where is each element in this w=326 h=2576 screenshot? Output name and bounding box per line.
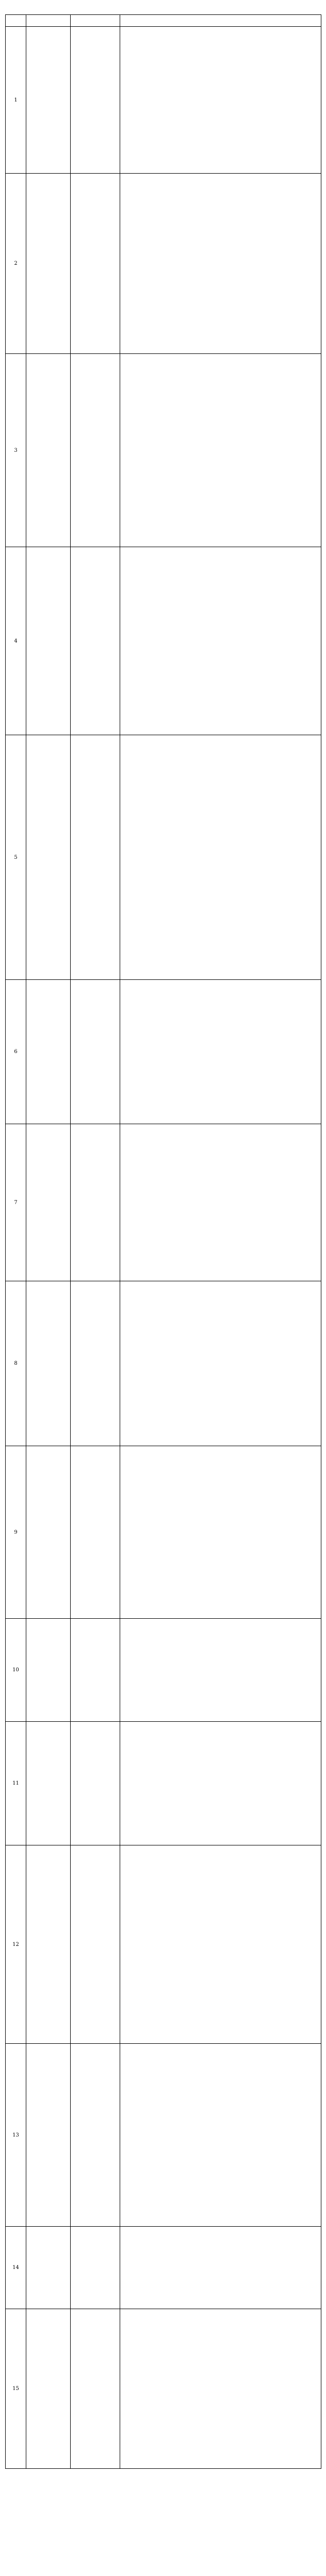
header-summary [120, 15, 321, 27]
header-application-number [26, 15, 71, 27]
summary-text [120, 547, 321, 735]
patent-name [71, 547, 120, 735]
summary-text [120, 1281, 321, 1446]
application-number [26, 1446, 71, 1619]
table-row [6, 2044, 321, 2227]
patent-name [71, 1124, 120, 1281]
summary-text [120, 27, 321, 174]
patent-name [71, 1722, 120, 1845]
patent-name [71, 980, 120, 1124]
header-no [6, 15, 26, 27]
row-number: 5 [6, 735, 26, 980]
application-number [26, 2309, 71, 2469]
table-row [6, 27, 321, 174]
table-body [6, 27, 321, 2469]
summary-text [120, 2227, 321, 2309]
summary-text [120, 1619, 321, 1722]
summary-text [120, 980, 321, 1124]
table-row [6, 1619, 321, 1722]
application-number [26, 1281, 71, 1446]
table-row [6, 1124, 321, 1281]
summary-text [120, 354, 321, 547]
application-number [26, 27, 71, 174]
application-number [26, 1722, 71, 1845]
patent-name [71, 174, 120, 354]
table-row [6, 1446, 321, 1619]
row-number: 2 [6, 174, 26, 354]
row-number: 4 [6, 547, 26, 735]
table-row [6, 1845, 321, 2044]
table-row [6, 1281, 321, 1446]
row-number: 12 [6, 1845, 26, 2044]
application-number [26, 2227, 71, 2309]
table-row [6, 354, 321, 547]
application-number [26, 2044, 71, 2227]
application-number [26, 1124, 71, 1281]
summary-text [120, 2044, 321, 2227]
table-row [6, 735, 321, 980]
application-number [26, 174, 71, 354]
summary-text [120, 1722, 321, 1845]
application-number [26, 1619, 71, 1722]
application-number [26, 354, 71, 547]
patent-name [71, 1281, 120, 1446]
table-row [6, 2227, 321, 2309]
summary-text [120, 1124, 321, 1281]
row-number: 10 [6, 1619, 26, 1722]
table-row [6, 2309, 321, 2469]
row-number: 14 [6, 2227, 26, 2309]
header-patent-name [71, 15, 120, 27]
table-row [6, 980, 321, 1124]
patent-name [71, 1619, 120, 1722]
header-row [6, 15, 321, 27]
patent-name [71, 27, 120, 174]
patent-name [71, 2227, 120, 2309]
table-row [6, 1722, 321, 1845]
patent-name [71, 735, 120, 980]
row-number: 6 [6, 980, 26, 1124]
row-number: 11 [6, 1722, 26, 1845]
row-number: 1 [6, 27, 26, 174]
patent-name [71, 354, 120, 547]
table-header [6, 15, 321, 27]
row-number: 7 [6, 1124, 26, 1281]
application-number [26, 1845, 71, 2044]
patent-name [71, 1845, 120, 2044]
row-number: 8 [6, 1281, 26, 1446]
application-number [26, 980, 71, 1124]
row-number: 3 [6, 354, 26, 547]
patent-name [71, 2044, 120, 2227]
row-number: 9 [6, 1446, 26, 1619]
row-number: 13 [6, 2044, 26, 2227]
application-number [26, 735, 71, 980]
patent-name [71, 1446, 120, 1619]
section-heading [5, 4, 321, 14]
row-number: 15 [6, 2309, 26, 2469]
summary-text [120, 735, 321, 980]
table-row [6, 174, 321, 354]
application-number [26, 547, 71, 735]
summary-text [120, 2309, 321, 2469]
summary-text [120, 174, 321, 354]
patent-name [71, 2309, 120, 2469]
summary-text [120, 1845, 321, 2044]
summary-text [120, 1446, 321, 1619]
table-row [6, 547, 321, 735]
patent-table [5, 14, 321, 2469]
